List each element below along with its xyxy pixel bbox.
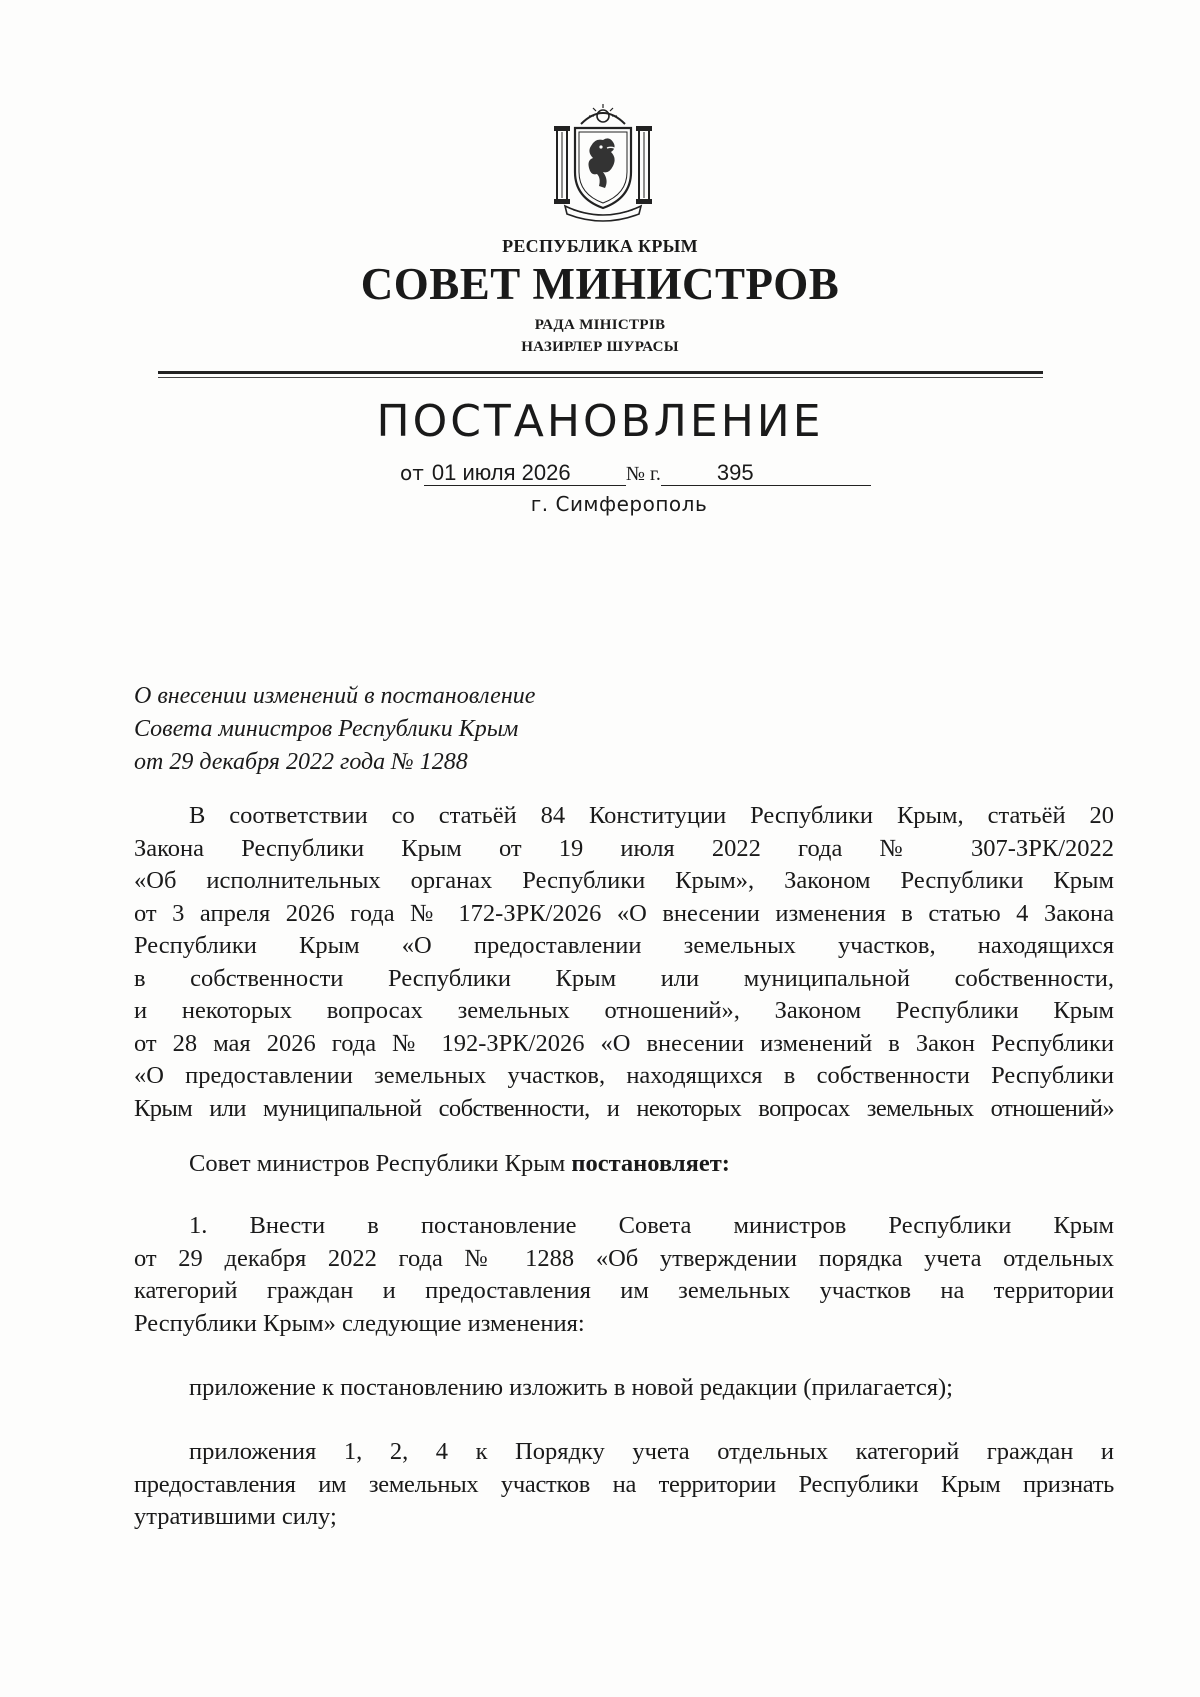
council-name-ukrainian: РАДА МІНІСТРІВ: [534, 317, 666, 333]
republic-name: РЕСПУБЛИКА КРЫМ: [502, 236, 698, 256]
subject-line: О внесении изменений в постановление: [134, 683, 536, 709]
preamble-line: Республики Крым «О предоставлении земельных участков, находящихся: [134, 932, 1114, 959]
preamble-line: В соответствии со статьёй 84 Конституции Республики Крым, статьёй 20: [189, 802, 1114, 829]
item-1-line: 1. Внести в постановление Совета министров Республики Крым: [189, 1212, 1114, 1239]
change-1-paragraph: [134, 1372, 1114, 1405]
item-1-line: Республики Крым» следующие изменения:: [134, 1309, 585, 1337]
change-1-line: приложение к постановлению изложить в новой редакции (прилагается);: [189, 1374, 953, 1401]
decrees-line: [134, 1148, 1114, 1181]
document-date: 01 июля 2026: [424, 461, 626, 486]
council-name-crimean-tatar: НАЗИРЛЕР ШУРАСЫ: [521, 339, 679, 355]
preamble-line: от 28 мая 2026 года № 192-ЗРК/2026 «О внесении изменений в Закон Республики: [134, 1029, 1114, 1057]
crimea-coat-of-arms-icon: [551, 102, 655, 224]
document-number: 395: [661, 461, 871, 486]
change-2-paragraph: [134, 1436, 1114, 1534]
header-divider-thin: [158, 377, 1043, 378]
preamble-line: Закона Республики Крым от 19 июля 2022 года № 307-ЗРК/2022: [134, 834, 1114, 862]
preamble-paragraph: [134, 800, 1114, 1125]
preamble-line: «О предоставлении земельных участков, находящихся в собственности Республики: [134, 1062, 1114, 1089]
item-1-paragraph: [134, 1210, 1114, 1340]
subject-line: от 29 декабря 2022 года № 1288: [134, 749, 468, 775]
subject-line: Совета министров Республики Крым: [134, 716, 519, 742]
preamble-line: и некоторых вопросах земельных отношений», Законом Республики Крым: [134, 997, 1114, 1024]
document-type-title: ПОСТАНОВЛЕНИЕ: [376, 396, 824, 447]
document-subject: [134, 680, 834, 779]
change-2-line: утратившими силу;: [134, 1503, 337, 1530]
preamble-line: Крым или муниципальной собственности, и некоторых вопросах земельных отношений»: [134, 1094, 1114, 1122]
preamble-line: «Об исполнительных органах Республики Крым», Законом Республики Крым: [134, 867, 1114, 894]
document-city: г. Симферополь: [530, 492, 708, 516]
change-2-line: предоставления им земельных участков на территории Республики Крым признать: [134, 1470, 1114, 1498]
decrees-word: постановляет:: [571, 1150, 730, 1177]
preamble-line: от 3 апреля 2026 года № 172-ЗРК/2026 «О внесении изменения в статью 4 Закона: [134, 899, 1114, 927]
item-1-line: от 29 декабря 2022 года № 1288 «Об утверждении порядка учета отдельных: [134, 1244, 1114, 1272]
date-prefix: от: [400, 461, 424, 485]
decrees-text: [134, 1148, 1114, 1181]
change-2-line: приложения 1, 2, 4 к Порядку учета отдельных категорий граждан и: [189, 1438, 1114, 1465]
number-mark: № г.: [625, 463, 661, 485]
item-1-line: категорий граждан и предоставления им земельных участков на территории: [134, 1277, 1114, 1304]
date-number-line: [400, 460, 871, 486]
header-divider-thick: [158, 371, 1043, 374]
preamble-line: в собственности Республики Крым или муниципальной собственности,: [134, 964, 1114, 992]
decrees-prefix: Совет министров Республики Крым: [189, 1150, 566, 1177]
council-name: СОВЕТ МИНИСТРОВ: [360, 259, 840, 309]
